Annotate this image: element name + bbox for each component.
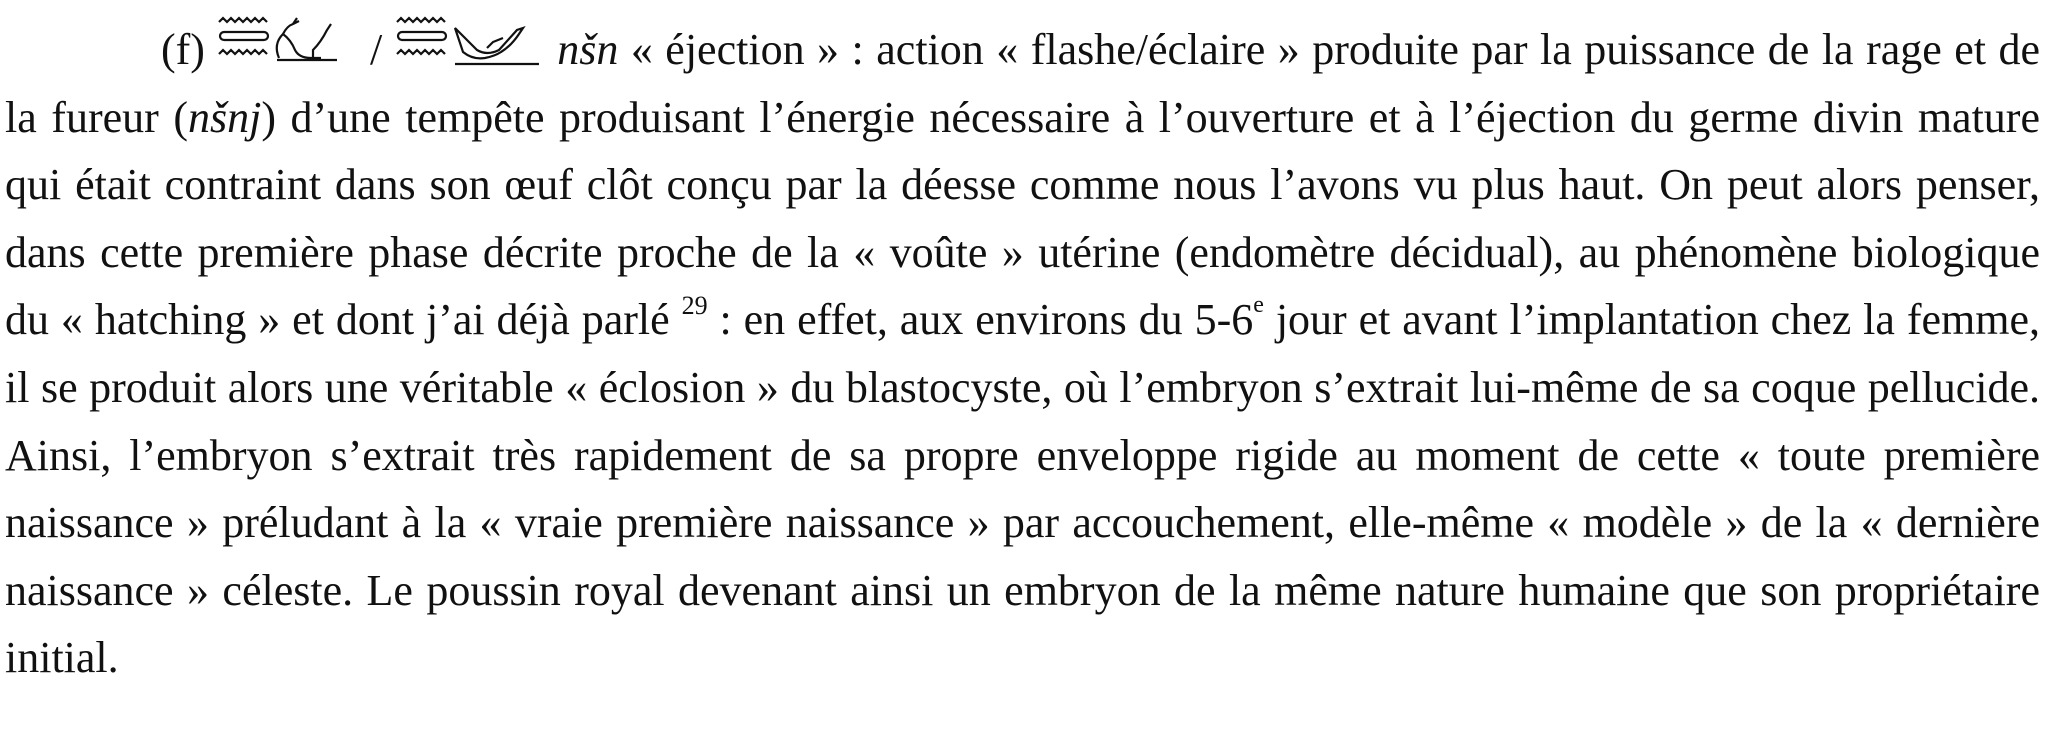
transliteration-term-2: nšnj bbox=[187, 92, 262, 142]
text-segment-4: jour et avant l’implantation chez la femme, il se produit alors une véritable « éclosion » du blastocyste, où l’embryon s’extrait lui-même de sa coque pellucide. Ainsi, l’embryon s’extrait très rapidement de sa propre enveloppe rigide au moment de cette « toute première naissance » préludant à la « vraie première naissance » par accouchement, elle-même « modèle » de la « dernière naissance » céleste. Le poussin royal devenant ainsi un embryon de la même nature humaine que son propriétaire initial. bbox=[5, 295, 2041, 683]
paragraph-f bbox=[5, 14, 2040, 692]
transliteration-term: nšn bbox=[557, 25, 619, 74]
footnote-reference: 29 bbox=[681, 291, 708, 321]
hieroglyph-water-bird-icon bbox=[395, 14, 545, 70]
item-label: (f) bbox=[161, 25, 205, 74]
text-segment-2: ) d’une tempête produisant l’énergie nécessaire à l’ouverture et à l’éjection du germe divin mature qui était contraint dans son œuf clôt conçu par la déesse comme nous l’avons vu plus haut. On peut alors penser, dans cette première phase décrite proche de la « voûte » utérine (endomètre décidual), au phénomène biologique du « hatching » et dont j’ai déjà parlé bbox=[5, 92, 2040, 345]
hieroglyph-water-seated-animal-icon bbox=[217, 14, 357, 70]
text-segment-1: « éjection » : action « flashe/éclaire » produite par la puissance de la rage et de la fureur ( bbox=[5, 25, 2041, 142]
text-segment-3: : en effet, aux environs du 5-6 bbox=[707, 295, 1254, 345]
slash-separator: / bbox=[369, 25, 383, 74]
ordinal-superscript: e bbox=[1253, 292, 1264, 319]
